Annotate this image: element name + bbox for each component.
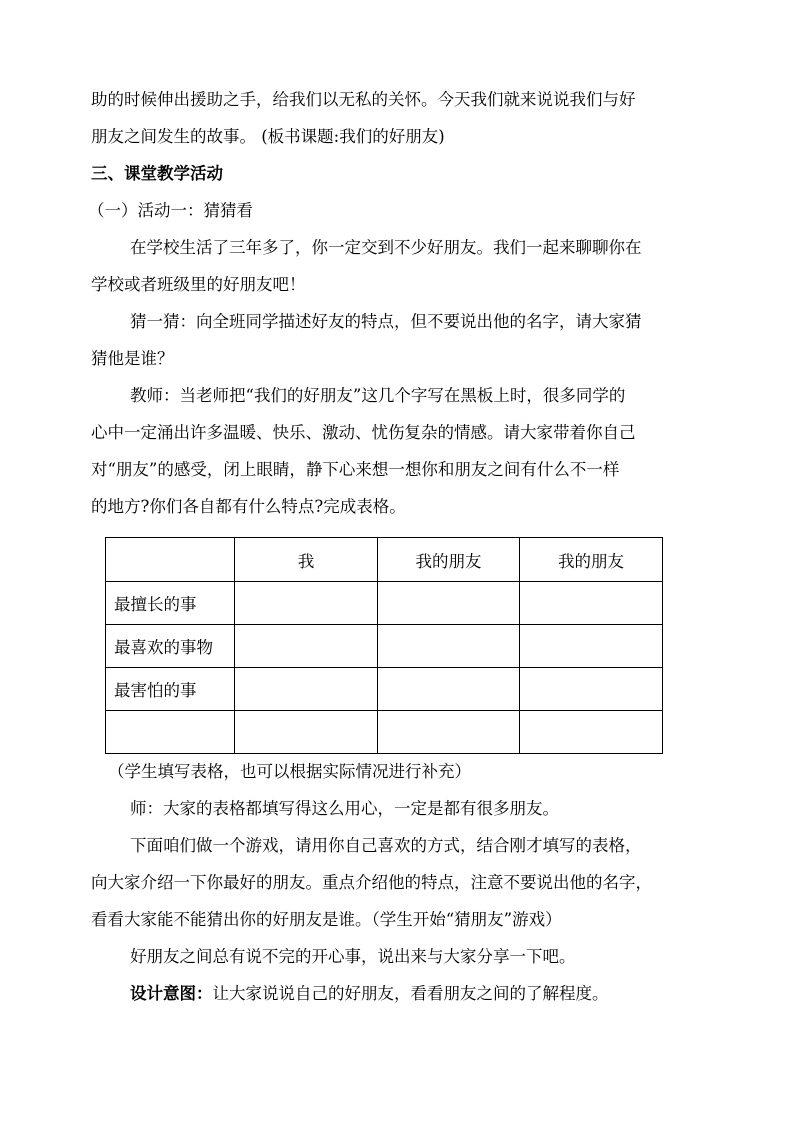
table-header-row [106, 538, 663, 582]
table-row [106, 668, 663, 711]
table-header-friend-1: 我的朋友 [378, 538, 520, 582]
comparison-table [105, 537, 663, 754]
table-header-me: 我 [235, 538, 378, 582]
paragraph-3-line-4: 的地方?你们各自都有什么特点?完成表格。 [91, 497, 406, 516]
table-cell [520, 582, 663, 625]
row-label-empty [106, 711, 235, 754]
intro-line-1: 助的时候伸出援助之手，给我们以无私的关怀。今天我们就来说说我们与好 [91, 90, 636, 109]
activity-title: （一）活动一：猜猜看 [88, 201, 253, 220]
row-label-favorite: 最喜欢的事物 [106, 625, 235, 668]
design-intent-label: 设计意图： [130, 984, 213, 1003]
table-cell [235, 582, 378, 625]
row-label-best-at: 最擅长的事 [106, 582, 235, 625]
table-cell [378, 711, 520, 754]
share-line: 好朋友之间总有说不完的开心事，说出来与大家分享一下吧。 [130, 947, 576, 966]
table-cell [235, 711, 378, 754]
paragraph-2-line-2: 猜他是谁？ [91, 349, 174, 368]
game-line-3: 看看大家能不能猜出你的好朋友是谁。（学生开始“猜朋友”游戏） [91, 910, 562, 929]
table-row [106, 625, 663, 668]
table-cell [378, 668, 520, 711]
table-cell [235, 625, 378, 668]
intro-line-2: 朋友之间发生的故事。 (板书课题:我们的好朋友) [91, 127, 445, 146]
paragraph-1-line-1: 在学校生活了三年多了，你一定交到不少好朋友。我们一起来聊聊你在 [130, 238, 642, 257]
paragraph-3-line-1: 教师：当老师把“我们的好朋友”这几个字写在黑板上时，很多同学的 [130, 386, 626, 405]
table-header-friend-2: 我的朋友 [520, 538, 663, 582]
table-row [106, 711, 663, 754]
paragraph-3-line-3: 对“朋友”的感受，闭上眼睛，静下心来想一想你和朋友之间有什么不一样 [91, 460, 620, 479]
table-cell [378, 582, 520, 625]
table-cell [520, 625, 663, 668]
table-cell [520, 668, 663, 711]
row-label-afraid-of: 最害怕的事 [106, 668, 235, 711]
paragraph-3-line-2: 心中一定涌出许多温暖、快乐、激动、忧伤复杂的情感。请大家带着你自己 [91, 423, 636, 442]
design-intent-text: 让大家说说自己的好朋友，看看朋友之间的了解程度。 [212, 984, 609, 1003]
section-heading: 三、课堂教学活动 [91, 164, 223, 183]
table-row [106, 582, 663, 625]
table-cell [235, 668, 378, 711]
game-line-2: 向大家介绍一下你最好的朋友。重点介绍他的特点，注意不要说出他的名字， [91, 873, 652, 892]
paragraph-1-line-2: 学校或者班级里的好朋友吧！ [91, 275, 306, 294]
table-cell [520, 711, 663, 754]
table-cell [378, 625, 520, 668]
table-header-cell [106, 538, 235, 582]
game-line-1: 下面咱们做一个游戏，请用你自己喜欢的方式，结合刚才填写的表格， [130, 836, 642, 855]
table-note: （学生填写表格，也可以根据实际情况进行补充） [108, 762, 471, 781]
teacher-remark: 师：大家的表格都填写得这么用心，一定是都有很多朋友。 [130, 799, 559, 818]
paragraph-2-line-1: 猜一猜：向全班同学描述好友的特点，但不要说出他的名字，请大家猜 [130, 312, 642, 331]
design-intent [130, 982, 609, 1006]
